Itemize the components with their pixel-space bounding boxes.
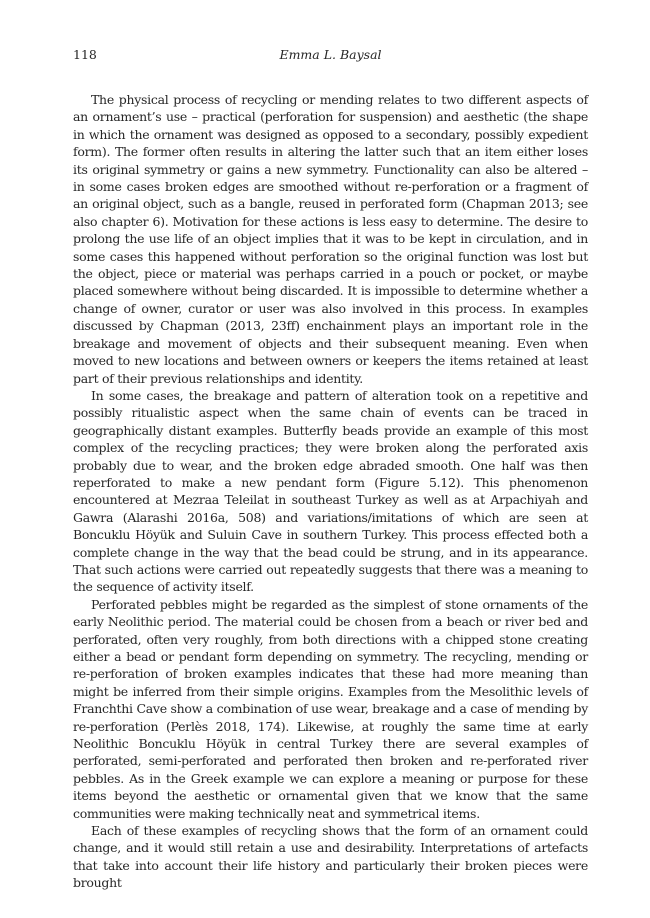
running-head-author: Emma L. Baysal [279, 47, 382, 62]
body-text [73, 91, 588, 892]
paragraph-butterfly-beads: In some cases, the breakage and pattern of alteration took on a repetitive and possibly ritualistic aspect when the same chain of events can be traced in geographically distant examples. Butterfly beads provide an example of this most complex of the recycling practices; they were broken along the perforated axis probably due to wear, and the broken edge abraded smooth. One half was then reperforated to make a new pendant form (Figure 5.12). This phenomenon encountered at Mezraa Teleilat in southeast Turkey as well as at Arpachiyah and Gawra (Alarashi 2016a, 508) and variations/imitations of which are seen at Boncuklu Höyük and Suluin Cave in southern Turkey. This process effected both a complete change in the way that the bead could be strung, and in its appearance. That such actions were carried out repeatedly suggests that there was a meaning to the sequence of activity itself. [73, 387, 588, 595]
paragraph-perforated-pebbles: Perforated pebbles might be regarded as the simplest of stone ornaments of the early Neolithic period. The material could be chosen from a beach or river bed and perforated, often very roughly, from both directions with a chipped stone creating either a bead or pendant form depending on symmetry. The recycling, mending or re-perforation of broken examples indicates that these had more meaning than might be inferred from their simple origins. Examples from the Mesolithic levels of Franchthi Cave show a combination of use wear, breakage and a case of mending by re-perforation (Perlès 2018, 174). Likewise, at roughly the same time at early Neolithic Boncuklu Höyük in central Turkey there are several examples of perforated, semi-perforated and perforated then broken and re-perforated river pebbles. As in the Greek example we can explore a meaning or purpose for these items beyond the aesthetic or ornamental given that we know that the same communities were making technically neat and symmetrical items. [73, 596, 588, 821]
paragraph-examples-summary: Each of these examples of recycling shows that the form of an ornament could change, and it would still retain a use and desirability. Interpretations of artefacts that take into account their life history and particularly their broken pieces were brought [73, 823, 588, 891]
page-header [73, 47, 588, 65]
page-number: 118 [73, 47, 97, 62]
paragraph-recycling-mending: The physical process of recycling or mending relates to two different aspects of an ornament’s use – practical (perforation for suspension) and aesthetic (the shape in which the ornament was designed as opposed to a secondary, possibly expedient form). The former often results in altering the latter such that an item either loses its original symmetry or gains a new symmetry. Functionality can also be altered – in some cases broken edges are smoothed without re-perforation or a fragment of an original object, such as a bangle, reused in perforated form (Chapman 2013; see also chapter 6). Motivation for these actions is less easy to determine. The desire to prolong the use life of an object implies that it was to be kept in circulation, and in some cases this happened without perforation so the original function was lost but the object, piece or material was perhaps carried in a pouch or pocket, or maybe placed somewhere without being discarded. It is impossible to determine whether a change of owner, curator or user was also involved in this process. In examples discussed by Chapman (2013, 23ff) enchainment plays an important role in the breakage and movement of objects and their subsequent meaning. Even when moved to new locations and between owners or keepers the items retained at least part of their previous relationships and identity. [73, 92, 588, 386]
